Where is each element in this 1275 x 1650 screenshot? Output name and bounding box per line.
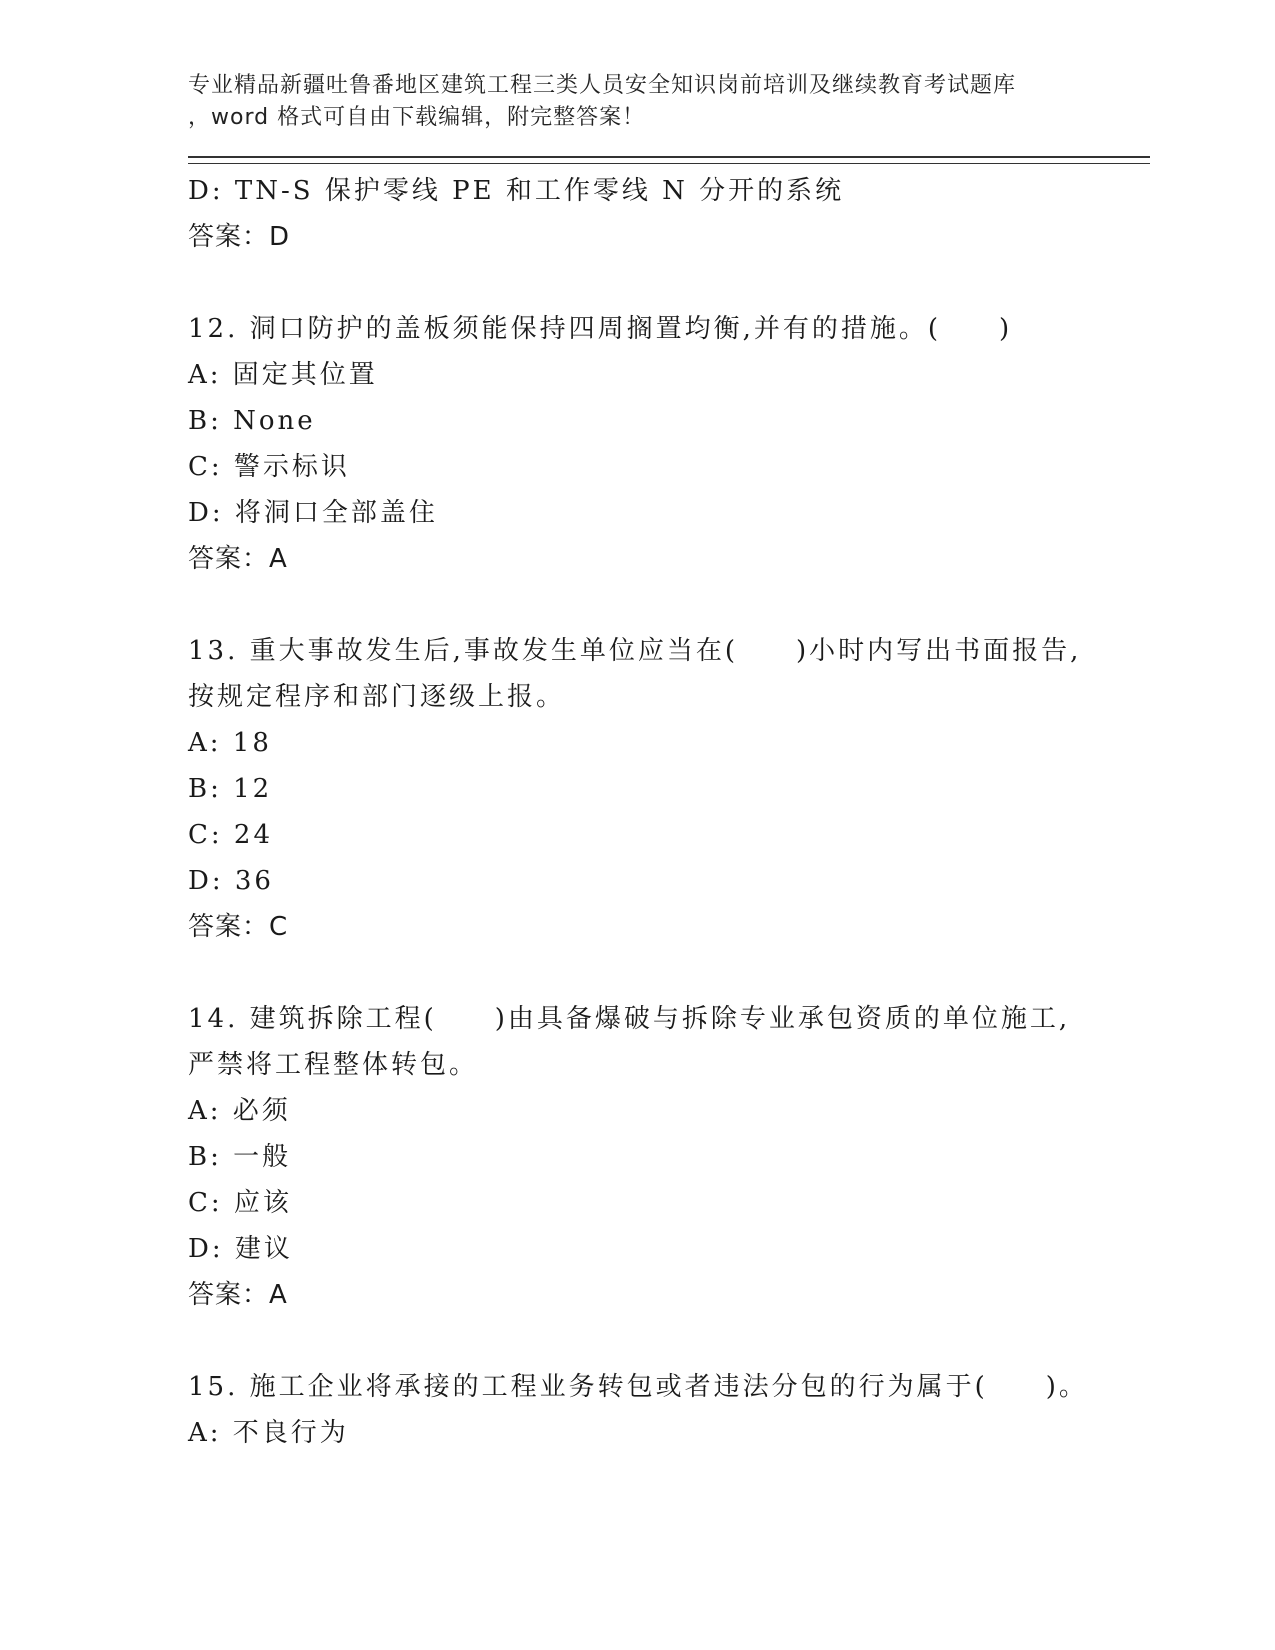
question-stem xyxy=(188,306,1148,352)
question-stem-line: 严禁将工程整体转包。 xyxy=(188,1050,479,1080)
option-a: A: 18 xyxy=(188,728,272,758)
header-title-line-1: 专业精品新疆吐鲁番地区建筑工程三类人员安全知识岗前培训及继续教育考试题库 xyxy=(188,73,1017,98)
option-b: B: 一般 xyxy=(188,1142,292,1172)
option-b: B: 12 xyxy=(188,774,273,804)
question-stem xyxy=(188,1364,1148,1410)
answer-label: 答案：A xyxy=(188,544,288,574)
question-stem-line: 13. 重大事故发生后,事故发生单位应当在( )小时内写出书面报告, xyxy=(188,636,1082,666)
option-c: C: 警示标识 xyxy=(188,452,350,482)
document-header xyxy=(188,70,1148,134)
question-12 xyxy=(188,306,1148,582)
header-divider xyxy=(188,156,1150,164)
question-stem-line: 按规定程序和部门逐级上报。 xyxy=(188,682,566,712)
option-a: A: 必须 xyxy=(188,1096,291,1126)
question-stem-line: 15. 施工企业将承接的工程业务转包或者违法分包的行为属于( )。 xyxy=(188,1372,1088,1402)
option-d: D: 36 xyxy=(188,866,274,896)
option-d: D: 建议 xyxy=(188,1234,293,1264)
question-14 xyxy=(188,996,1148,1318)
question-stem xyxy=(188,628,1148,720)
option-c: C: 应该 xyxy=(188,1188,292,1218)
question-stem-line: 12. 洞口防护的盖板须能保持四周搁置均衡,并有的措施。( ) xyxy=(188,314,1013,344)
option-b: B: None xyxy=(188,406,316,436)
answer-label: 答案：C xyxy=(188,912,289,942)
header-title-line-2: ，word 格式可自由下载编辑，附完整答案！ xyxy=(188,105,646,130)
answer-label: 答案：A xyxy=(188,1280,288,1310)
option-d: D: 将洞口全部盖住 xyxy=(188,498,438,528)
answer-label: 答案：D xyxy=(188,222,291,252)
question-stem-line: 14. 建筑拆除工程( )由具备爆破与拆除专业承包资质的单位施工, xyxy=(188,1004,1071,1034)
question-15 xyxy=(188,1364,1148,1456)
question-13 xyxy=(188,628,1148,950)
page-content xyxy=(188,70,1148,1456)
option-d: D: TN-S 保护零线 PE 和工作零线 N 分开的系统 xyxy=(188,176,845,206)
option-a: A: 不良行为 xyxy=(188,1418,349,1448)
question-stem xyxy=(188,996,1148,1088)
option-a: A: 固定其位置 xyxy=(188,360,378,390)
question-fragment xyxy=(188,168,1148,260)
option-c: C: 24 xyxy=(188,820,274,850)
